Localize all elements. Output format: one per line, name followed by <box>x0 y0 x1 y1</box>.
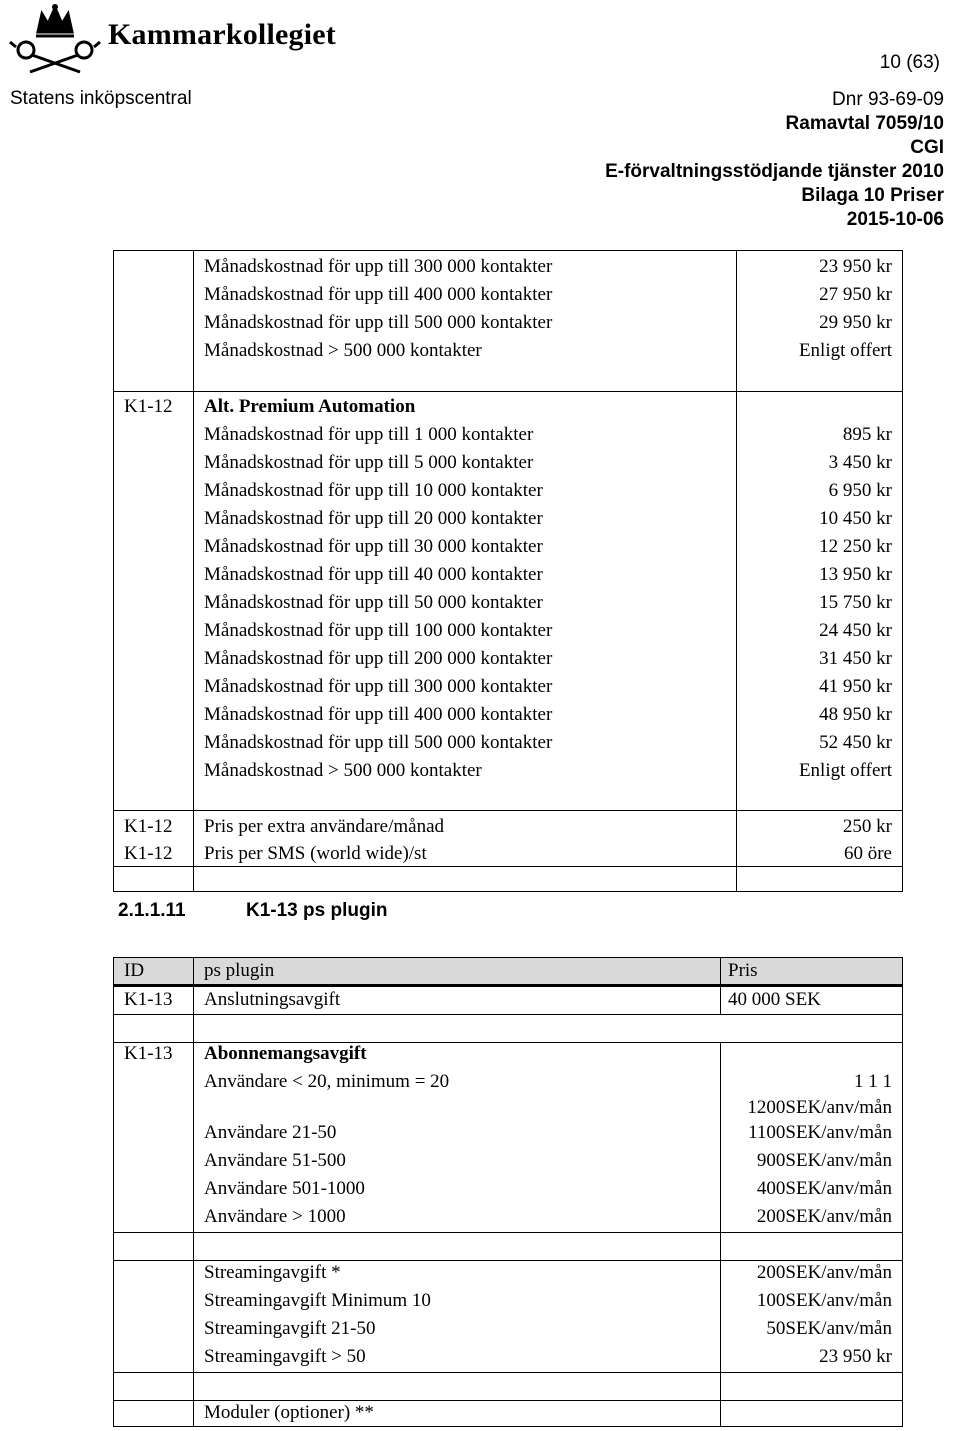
table-row-price: 200SEK/anv/mån <box>756 1262 892 1283</box>
table-row-price: 23 950 kr <box>819 256 892 277</box>
table-row-price: 895 kr <box>842 424 892 445</box>
table-row-desc: Anslutningsavgift <box>204 989 341 1010</box>
page-number: 10 (63) <box>879 52 940 73</box>
table-row-price: 41 950 kr <box>819 676 892 697</box>
bilaga: Bilaga 10 Priser <box>801 185 944 206</box>
moduler-label: Moduler (optioner) ** <box>204 1402 374 1423</box>
table-row-price: 24 450 kr <box>819 620 892 641</box>
document-info <box>605 88 944 232</box>
ramavtal: Ramavtal 7059/10 <box>785 113 944 134</box>
table-row-price: 6 950 kr <box>828 480 892 501</box>
logo-text: Kammarkollegiet <box>108 18 336 51</box>
row-id: K1-12 <box>124 843 173 864</box>
table-row-desc: Månadskostnad för upp till 30 000 kontakter <box>204 536 543 557</box>
table-row-desc: Användare 501-1000 <box>204 1178 365 1199</box>
table-row-price: 12 250 kr <box>819 536 892 557</box>
row-id: K1-13 <box>124 1043 173 1064</box>
table-row-price: 52 450 kr <box>819 732 892 753</box>
dnr: Dnr 93-69-09 <box>832 89 944 110</box>
column-header-name: ps plugin <box>204 960 275 981</box>
table-row-desc: Månadskostnad för upp till 1 000 kontakter <box>204 424 534 445</box>
table-row-price: 40 000 SEK <box>728 989 821 1010</box>
table-row-price: 1200SEK/anv/mån <box>747 1097 892 1118</box>
table-row-price: 100SEK/anv/mån <box>756 1290 892 1311</box>
table-row-price: 48 950 kr <box>819 704 892 725</box>
table-row-desc: Månadskostnad > 500 000 kontakter <box>204 760 482 781</box>
table-row-price: 29 950 kr <box>819 312 892 333</box>
table-row-price: 1 1 1 <box>854 1071 892 1092</box>
table-row-price: 27 950 kr <box>819 284 892 305</box>
crown-icon <box>8 2 102 76</box>
table-row-desc: Pris per extra användare/månad <box>204 816 445 837</box>
table-row-price: 400SEK/anv/mån <box>756 1178 892 1199</box>
table-row-desc: Månadskostnad för upp till 400 000 kontakter <box>204 284 553 305</box>
table-row-price: 10 450 kr <box>819 508 892 529</box>
table-row-desc: Månadskostnad för upp till 40 000 kontakter <box>204 564 543 585</box>
table-row-price: 250 kr <box>842 816 892 837</box>
table-row-price: 900SEK/anv/mån <box>756 1150 892 1171</box>
table-row-desc: Månadskostnad för upp till 400 000 kontakter <box>204 704 553 725</box>
section-number: 2.1.1.11 <box>118 900 186 921</box>
premium-title: Alt. Premium Automation <box>204 396 416 417</box>
table-row-desc: Användare < 20, minimum = 20 <box>204 1071 450 1092</box>
crown-keys-logo <box>8 2 102 81</box>
section-heading <box>118 900 387 922</box>
row-id: K1-12 <box>124 396 173 417</box>
area: E-förvaltningsstödjande tjänster 2010 <box>605 161 944 182</box>
abonnemang-title: Abonnemangsavgift <box>204 1043 367 1064</box>
table-row-desc: Streamingavgift > 50 <box>204 1346 366 1367</box>
table-row-desc: Månadskostnad för upp till 5 000 kontakter <box>204 452 534 473</box>
table-row-desc: Månadskostnad för upp till 50 000 kontakter <box>204 592 543 613</box>
row-id: K1-13 <box>124 989 173 1010</box>
table-row-price: Enligt offert <box>798 340 892 361</box>
table-row-price: 31 450 kr <box>819 648 892 669</box>
table-row-price: 60 öre <box>843 843 892 864</box>
table-row-desc: Användare > 1000 <box>204 1206 346 1227</box>
table-row-desc: Streamingavgift * <box>204 1262 341 1283</box>
table-row-desc: Streamingavgift Minimum 10 <box>204 1290 431 1311</box>
price-table-k1-12 <box>113 250 903 892</box>
table-row-desc: Månadskostnad för upp till 500 000 kontakter <box>204 732 553 753</box>
org-name: Statens inköpscentral <box>10 88 192 109</box>
table-row-desc: Månadskostnad för upp till 100 000 kontakter <box>204 620 553 641</box>
price-table-k1-13 <box>113 957 903 1427</box>
table-row-price: 3 450 kr <box>828 452 892 473</box>
table-row-desc: Användare 51-500 <box>204 1150 346 1171</box>
table-row-desc: Månadskostnad för upp till 200 000 kontakter <box>204 648 553 669</box>
table-row-price: 23 950 kr <box>819 1346 892 1367</box>
row-id: K1-12 <box>124 816 173 837</box>
table-row-desc: Månadskostnad för upp till 10 000 kontakter <box>204 480 543 501</box>
table-row-price: Enligt offert <box>798 760 892 781</box>
table-row-desc: Månadskostnad för upp till 300 000 kontakter <box>204 256 553 277</box>
table-row-price: 15 750 kr <box>819 592 892 613</box>
table-row-desc: Månadskostnad för upp till 20 000 kontakter <box>204 508 543 529</box>
table-row-desc: Månadskostnad för upp till 300 000 kontakter <box>204 676 553 697</box>
supplier: CGI <box>910 137 944 158</box>
table-row-price: 13 950 kr <box>819 564 892 585</box>
table-row-desc: Pris per SMS (world wide)/st <box>204 843 427 864</box>
table-row-price: 1100SEK/anv/mån <box>748 1122 892 1143</box>
section-title: K1-13 ps plugin <box>246 900 388 921</box>
column-header-id: ID <box>124 960 145 981</box>
table-row-desc: Användare 21-50 <box>204 1122 337 1143</box>
table-row-price: 50SEK/anv/mån <box>766 1318 892 1339</box>
date: 2015-10-06 <box>846 209 944 230</box>
column-header-price: Pris <box>728 960 758 981</box>
table-row-desc: Månadskostnad > 500 000 kontakter <box>204 340 482 361</box>
table-row-desc: Streamingavgift 21-50 <box>204 1318 376 1339</box>
table-row-desc: Månadskostnad för upp till 500 000 kontakter <box>204 312 553 333</box>
table-row-price: 200SEK/anv/mån <box>756 1206 892 1227</box>
